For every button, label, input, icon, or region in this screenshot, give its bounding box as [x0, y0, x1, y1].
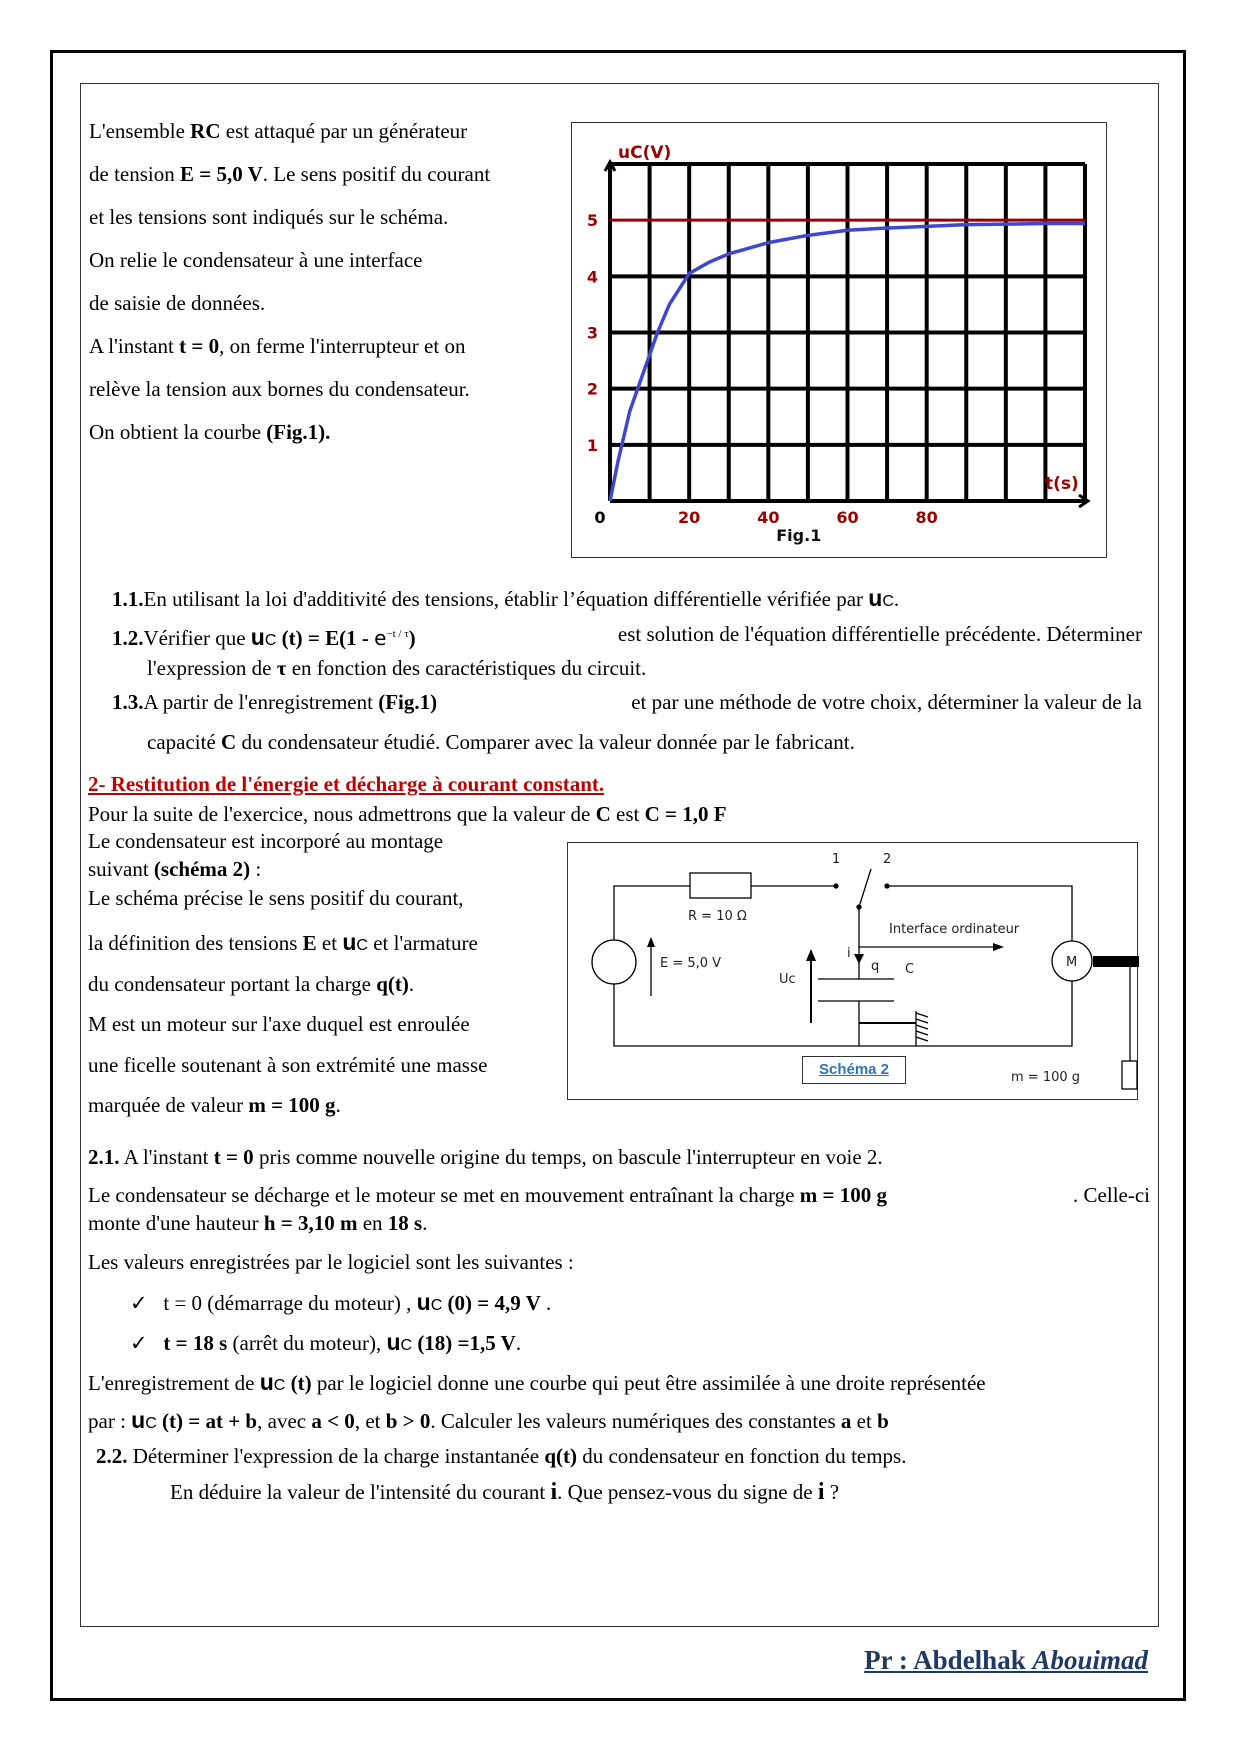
- question-2-2: 2.2. Déterminer l'expression de la charge instantanée q(t) du condensateur en fonction du temps.: [96, 1444, 907, 1468]
- motor-shaft: [1093, 956, 1139, 967]
- q21-para: monte d'une hauteur h = 3,10 m en 18 s.: [88, 1211, 428, 1235]
- chart-title: Fig.1: [776, 526, 822, 545]
- chart-ylabel: uC(V): [618, 143, 672, 163]
- q21-para: L'enregistrement de uC (t) par le logiciel donne une courbe qui peut être assimilée à une droite représentée: [88, 1369, 986, 1395]
- s2-line: la définition des tensions E et uC et l'armature: [88, 929, 478, 955]
- interface-arrowhead: [993, 943, 1004, 951]
- q21-para: Les valeurs enregistrées par le logiciel sont les suivantes :: [88, 1250, 574, 1274]
- y-tick-label: 5: [586, 211, 598, 231]
- intro-line: On relie le condensateur à une interface: [89, 248, 423, 272]
- y-tick-label: 4: [586, 267, 598, 287]
- q21-para: par : uC (t) = at + b, avec a < 0, et b > 0. Calculer les valeurs numériques des constantes a et b: [88, 1407, 889, 1433]
- s2-line: marquée de valeur m = 100 g.: [88, 1093, 341, 1117]
- s2-line: suivant (schéma 2) :: [88, 857, 262, 881]
- question-1-2-line2: l'expression de τ en fonction des caractéristiques du circuit.: [147, 656, 647, 680]
- intro-line: de tension E = 5,0 V. Le sens positif du courant: [89, 162, 491, 186]
- y-tick-label: 3: [586, 323, 598, 343]
- section-2-heading: 2- Restitution de l'énergie et décharge à courant constant.: [88, 772, 605, 796]
- author-footer: Pr : Abdelhak Abouimad: [864, 1645, 1148, 1675]
- x-tick-label: 60: [836, 508, 859, 527]
- bullet-item: ✓ t = 18 s (arrêt du moteur), uC (18) =1,5 V.: [130, 1329, 522, 1355]
- resistor-icon: [690, 873, 751, 898]
- uc-label: Uc: [779, 972, 796, 987]
- intro-line: On obtient la courbe (Fig.1).: [89, 420, 331, 444]
- figure-1-chart: [571, 122, 1107, 558]
- charge-label: q: [871, 959, 880, 974]
- switch-label-2: 2: [883, 852, 892, 867]
- x-tick-label: 40: [757, 508, 780, 527]
- mass-label: m = 100 g: [1011, 1070, 1081, 1085]
- y-tick-label: 1: [586, 435, 598, 455]
- x-tick-label: 80: [915, 508, 938, 527]
- schema-2-circuit: [567, 842, 1138, 1100]
- s2-line: M est un moteur sur l'axe duquel est enroulée: [88, 1012, 470, 1036]
- intro-line: L'ensemble RC est attaqué par un générateur: [89, 119, 468, 143]
- schema-caption: Schéma 2: [818, 1061, 890, 1078]
- interface-label: Interface ordinateur: [889, 922, 1020, 937]
- y-tick-label: 2: [586, 379, 598, 399]
- section-2-admit: Pour la suite de l'exercice, nous admettrons que la valeur de C est C = 1,0 F: [88, 802, 727, 826]
- motor-label: M: [1066, 955, 1078, 970]
- intro-line: relève la tension aux bornes du condensateur.: [89, 377, 470, 401]
- mass-icon: [1122, 1061, 1137, 1089]
- s2-line: une ficelle soutenant à son extrémité une masse: [88, 1053, 488, 1077]
- resistor-label: R = 10 Ω: [688, 909, 747, 924]
- question-2-2-line2: En déduire la valeur de l'intensité du courant i. Que pensez-vous du signe de i ?: [170, 1479, 840, 1505]
- ground-hatch: [916, 1013, 928, 1041]
- s2-line: Le condensateur est incorporé au montage: [88, 829, 444, 853]
- current-arrow-icon: [854, 954, 864, 964]
- switch-label-1: 1: [832, 852, 841, 867]
- switch-blade: [859, 869, 871, 907]
- s2-line: Le schéma précise le sens positif du courant,: [88, 886, 464, 910]
- voltage-source-icon: [592, 940, 636, 984]
- chart-xlabel: t(s): [1045, 474, 1079, 494]
- question-1-3: 1.3.A partir de l'enregistrement (Fig.1) et par une méthode de votre choix, déterminer la valeur de la: [112, 690, 1142, 714]
- x-tick-label: 0: [594, 508, 606, 527]
- question-1-2: 1.2.Vérifier que uC $(t) = E(1 - e^{-t / \tau})$ est solution de l'équation différentielle précédente. Déterminer: [112, 622, 1142, 650]
- capacitor-label: C: [905, 962, 915, 977]
- switch-terminal-1: [834, 884, 838, 888]
- check-icon: ✓: [130, 1291, 148, 1315]
- e-arrowhead: [647, 937, 655, 947]
- chart-grid: [605, 162, 1088, 507]
- x-tick-label: 20: [678, 508, 701, 527]
- wire-right-bottom: [859, 981, 1072, 1046]
- chart-svg: [572, 123, 1108, 559]
- uc-arrowhead: [806, 949, 816, 961]
- intro-line: de saisie de données.: [89, 291, 266, 315]
- question-1-3-line2: capacité C du condensateur étudié. Comparer avec la valeur donnée par le fabricant.: [147, 730, 855, 754]
- intro-line: et les tensions sont indiqués sur le schéma.: [89, 205, 449, 229]
- question-1-1: 1.1.En utilisant la loi d'additivité des tensions, établir l’équation différentielle vérifiée par uC.: [112, 585, 900, 611]
- check-icon: ✓: [130, 1331, 148, 1355]
- schema-caption-box: [802, 1056, 906, 1084]
- current-label: i: [847, 946, 851, 961]
- s2-line: du condensateur portant la charge q(t).: [88, 972, 415, 996]
- question-2-1: 2.1. A l'instant t = 0 pris comme nouvelle origine du temps, on bascule l'interrupteur en voie 2.: [88, 1145, 883, 1169]
- source-label: E = 5,0 V: [660, 956, 722, 971]
- intro-line: A l'instant t = 0, on ferme l'interrupteur et on: [89, 334, 466, 358]
- q21-para: Le condensateur se décharge et le moteur se met en mouvement entraînant la charge m = 100 g . Celle-ci: [88, 1183, 1150, 1207]
- bullet-item: ✓ t = 0 (démarrage du moteur) , uC (0) = 4,9 V .: [130, 1289, 552, 1315]
